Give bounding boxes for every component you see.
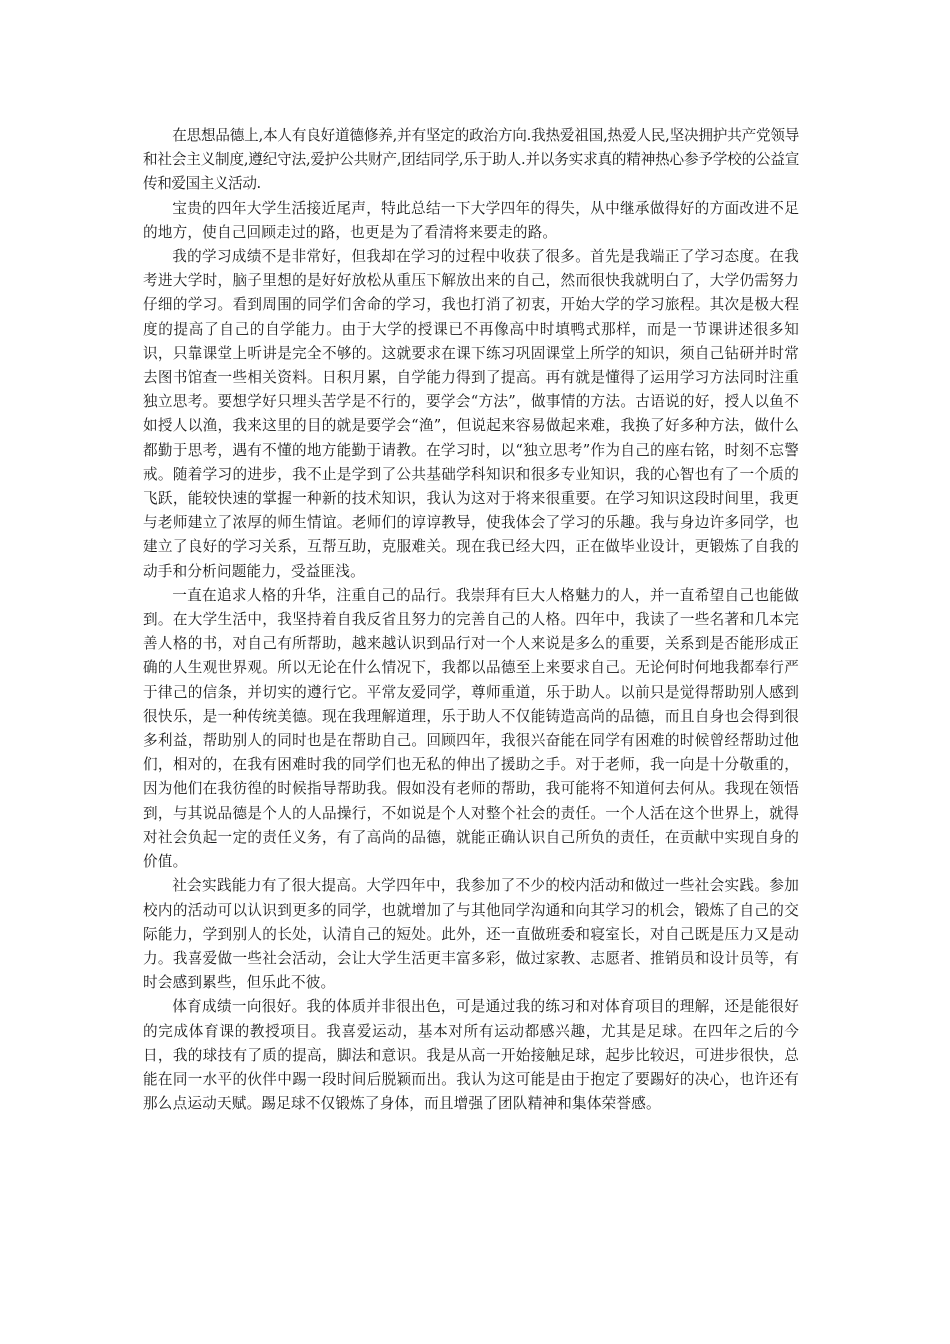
paragraph-character: 一直在追求人格的升华，注重自己的品行。我崇拜有巨大人格魅力的人，并一直希望自己也能做到。在大学生活中，我坚持着自我反省且努力的完善自己的人格。四年中，我读了一些名著和几本完善人格的书，对自己有所帮助，越来越认识到品行对一个人来说是多么的重要，关系到是否能形成正确的人生观世界观。所以无论在什么情况下，我都以品德至上来要求自己。无论何时何地我都奉行严于律己的信条，并切实的遵行它。平常友爱同学，尊师重道，乐于助人。以前只是觉得帮助别人感到很快乐，是一种传统美德。现在我理解道理，乐于助人不仅能铸造高尚的品德，而且自身也会得到很多利益，帮助别人的同时也是在帮助自己。回顾四年，我很兴奋能在同学有困难的时候曾经帮助过他们，相对的，在我有困难时我的同学们也无私的伸出了援助之手。对于老师，我一向是十分敬重的，因为他们在我彷徨的时候指导帮助我。假如没有老师的帮助，我可能将不知道何去何从。我现在领悟到，与其说品德是个人的人品操行，不如说是个人对整个社会的责任。一个人活在这个世界上，就得对社会负起一定的责任义务，有了高尚的品德，就能正确认识自己所负的责任，在贡献中实现自身的价值。 bbox=[143, 586, 799, 871]
paragraph-sports: 体育成绩一向很好。我的体质并非很出色，可是通过我的练习和对体育项目的理解，还是能很好的完成体育课的教授项目。我喜爱运动，基本对所有运动都感兴趣，尤其是足球。在四年之后的今日，我的球技有了质的提高，脚法和意识。我是从高一开始接触足球，起步比较迟，可进步很快，总能在同一水平的伙伴中踢一段时间后脱颖而出。我认为这可能是由于抱定了要踢好的决心，也许还有那么点运动天赋。踢足球不仅锻炼了身体，而且增强了团队精神和集体荣誉感。 bbox=[143, 998, 799, 1113]
document-page bbox=[143, 124, 799, 1116]
paragraph-social-practice: 社会实践能力有了很大提高。大学四年中，我参加了不少的校内活动和做过一些社会实践。参加校内的活动可以认识到更多的同学，也就增加了与其他同学沟通和向其学习的机会，锻炼了自己的交际能力，学到别人的长处，认清自己的短处。此外，还一直做班委和寝室长，对自己既是压力又是动力。我喜爱做一些社会活动，会让大学生活更丰富多彩，做过家教、志愿者、推销员和设计员等，有时会感到累些，但乐此不彼。 bbox=[143, 877, 799, 992]
paragraph-study: 我的学习成绩不是非常好，但我却在学习的过程中收获了很多。首先是我端正了学习态度。在我考进大学时，脑子里想的是好好放松从重压下解放出来的自己，然而很快我就明白了，大学仍需努力仔细的学习。看到周围的同学们舍命的学习，我也打消了初衷，开始大学的学习旅程。其次是极大程度的提高了自己的自学能力。由于大学的授课已不再像高中时填鸭式那样，而是一节课讲述很多知识，只靠课堂上听讲是完全不够的。这就要求在课下练习巩固课堂上所学的知识，须自己钻研并时常去图书馆查一些相关资料。日积月累，自学能力得到了提高。再有就是懂得了运用学习方法同时注重独立思考。要想学好只埋头苦学是不行的，要学会“方法”，做事情的方法。古语说的好，授人以鱼不如授人以渔，我来这里的目的就是要学会“渔”，但说起来容易做起来难，我换了好多种方法，做什么都勤于思考，遇有不懂的地方能勤于请教。在学习时，以“独立思考”作为自己的座右铭，时刻不忘警戒。随着学习的进步，我不止是学到了公共基础学科知识和很多专业知识，我的心智也有了一个质的飞跃，能较快速的掌握一种新的技术知识，我认为这对于将来很重要。在学习知识这段时间里，我更与老师建立了浓厚的师生情谊。老师们的谆谆教导，使我体会了学习的乐趣。我与身边许多同学，也建立了良好的学习关系，互帮互助，克服难关。现在我已经大四，正在做毕业设计，更锻炼了自我的动手和分析问题能力，受益匪浅。 bbox=[143, 248, 799, 580]
paragraph-introduction: 宝贵的四年大学生活接近尾声，特此总结一下大学四年的得失，从中继承做得好的方面改进不足的地方，使自己回顾走过的路，也更是为了看清将来要走的路。 bbox=[143, 199, 799, 241]
paragraph-ideology: 在思想品德上,本人有良好道德修养,并有坚定的政治方向.我热爱祖国,热爱人民,坚决拥护共产党领导和社会主义制度,遵纪守法,爱护公共财产,团结同学,乐于助人.并以务实求真的精神热心参予学校的公益宣传和爱国主义活动. bbox=[143, 127, 799, 193]
